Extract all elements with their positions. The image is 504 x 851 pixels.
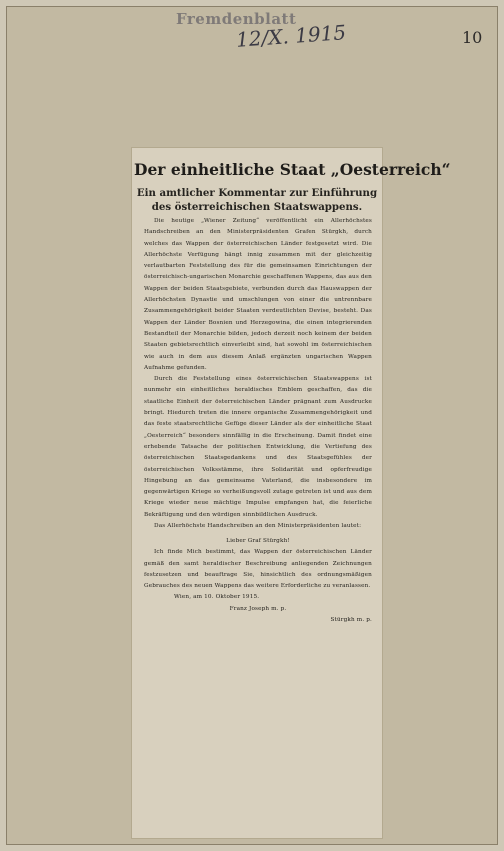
article-title: Der einheitliche Staat „Oesterreich“ xyxy=(134,160,451,179)
article-paragraph: Die heutige „Wiener Zeitung“ veröffentlicht ein Allerhöchstes Handschreiben an den Ministerpräsidenten Grafen Stürgkh, durch welches das Wappen der österreichischen Länder festgesetzt wird. Die Allerhöchste Verfügung hängt innig zusammen mit der gleichzeitig verlautbarten Feststellung des für die gemeinsamen Einrichtungen der österreichisch-ungarischen Monarchie geschaffenen Wappens, das aus den Wappen der beiden Staatsgebiete, verbunden durch das Hauswappen der Allerhöchsten Dynastie und umschlungen von einer die untrennbare Zusammengehörigkeit beider Staaten verdeutlichten Devise, besteht. Das Wappen der Länder Bosnien und Herzegowina, die einen integrierenden Bestandteil der Monarchie bilden, jedoch derzeit noch keinem der beiden Staaten gebietsrechtlich einverleibt sind, hat sowohl im österreichischen wie auch in dem aus diesem Anlaß ergänzten ungarischen Wappen Aufnahme gefunden. xyxy=(144,218,372,371)
letter-body: Ich finde Mich bestimmt, das Wappen der österreichischen Länder gemäß den samt heraldischer Beschreibung anliegenden Zeichnungen festzusetzen und beauftrage Sie, hinsichtlich des ordnungsmäßigen Gebrauches des neuen Wappens das weitere Erforderliche zu veranlassen. xyxy=(144,549,372,590)
article-body xyxy=(144,216,372,532)
signature-minister: Stürgkh m. p. xyxy=(330,617,372,624)
article-paragraph: Durch die Feststellung eines österreichischen Staatswappens ist nunmehr ein einheitliches heraldisches Emblem geschaffen, das die staatliche Einheit der österreichischen Länder prägnant zum Ausdrucke bringt. Hiedurch treten die innere organische Zusammengehörigkeit und das feste staatsrechtliche Gefüge dieser Länder als der einheitliche Staat „Oesterreich“ besonders sinnfällig in die Erscheinung. Damit findet eine erhebende Tatsache der politischen Entwicklung, die Vertiefung des österreichischen Staatsgedankens und des Staatsgefühles der österreichischen Volksstämme, ihre Solidarität und opferfreudige Hingebung an das gemeinsame Vaterland, die insbesondere im gegenwärtigen Kriege so verheißungsvoll zutage getreten ist und aus dem Kriege wieder neue mächtige Impulse empfangen hat, die feierliche Bekräftigung und den würdigen sinnbildlichen Ausdruck. xyxy=(144,376,372,518)
imperial-letter xyxy=(144,536,372,626)
article-paragraph: Das Allerhöchste Handschreiben an den Ministerpräsidenten lautet: xyxy=(154,523,362,530)
letter-salutation: Lieber Graf Stürgkh! xyxy=(226,538,290,544)
handwritten-date: 12/X. 1915 xyxy=(235,20,347,52)
article-subtitle: Ein amtlicher Kommentar zur Einführung des österreichischen Staatswappens. xyxy=(136,187,378,213)
letter-place-date: Wien, am 10. Oktober 1915. xyxy=(174,594,260,601)
page-number: 10 xyxy=(462,28,483,47)
newspaper-stamp: Fremdenblatt xyxy=(176,10,297,28)
signature-emperor: Franz Joseph m. p. xyxy=(229,605,287,612)
